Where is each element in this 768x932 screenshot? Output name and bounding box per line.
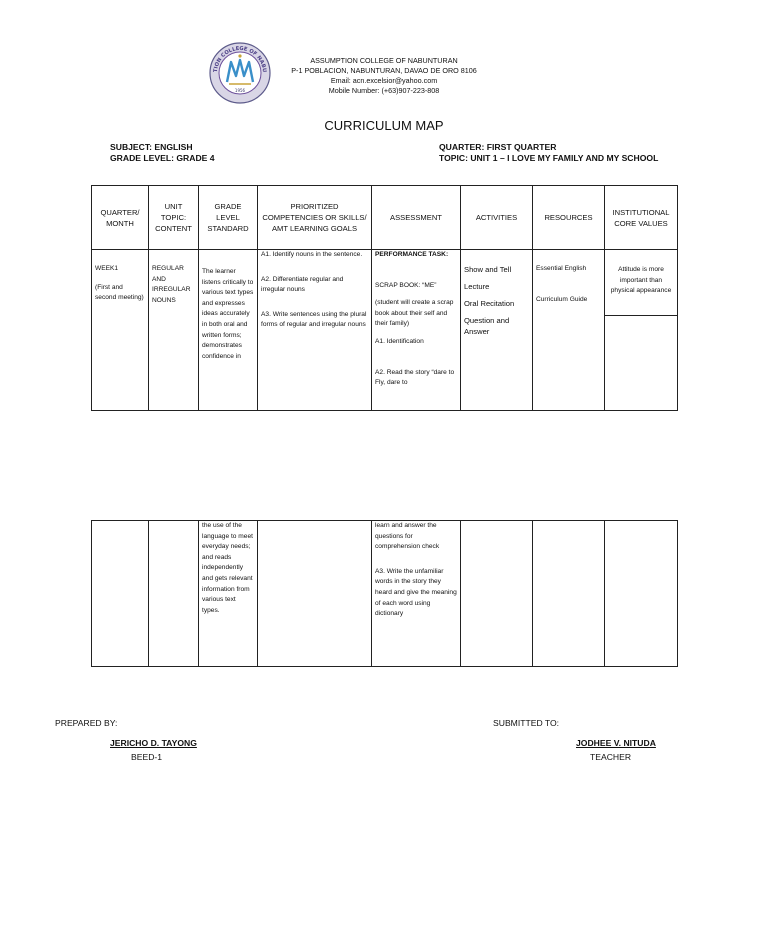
grade-level-label: GRADE LEVEL: GRADE 4 [110, 153, 215, 163]
quarter-cell [92, 250, 149, 411]
prepared-by-role: BEED-1 [131, 752, 163, 762]
assessment-cell-continued [372, 521, 461, 667]
competency-a2: A2. Differentiate regular and irregular nouns [261, 275, 344, 294]
submitted-to-name: JODHEE V. NITUDA [576, 738, 656, 748]
assessment-a3: A3. Write the unfamiliar words in the story they heard and give the meaning of each word using dictionary [375, 567, 457, 618]
col-header-quarter: QUARTER/ MONTH [92, 186, 149, 250]
standard-cell-continued: the use of the language to meet everyday needs; and reads independently and gets relevant information from various text types. [199, 521, 258, 667]
seal-year: 1956 [234, 88, 246, 93]
school-seal-logo [209, 42, 271, 104]
subject-label: SUBJECT: ENGLISH [110, 142, 193, 152]
col-header-core-values: INSTITUTIONAL CORE VALUES [605, 186, 678, 250]
competencies-cell [258, 521, 372, 667]
activity-item: Oral Recitation [464, 299, 515, 308]
school-info [280, 56, 488, 96]
curriculum-table [91, 185, 678, 411]
prepared-by-name: JERICHO D. TAYONG [110, 738, 197, 748]
activities-cell [461, 250, 533, 411]
core-values-cell [605, 250, 678, 411]
resources-cell [533, 250, 605, 411]
scrap-book-note: (student will create a scrap book about their self and their family) [375, 299, 454, 328]
activities-cell [461, 521, 533, 667]
resources-cell [533, 521, 605, 667]
subject-info [110, 142, 215, 164]
col-header-competencies: PRIORITIZED COMPETENCIES OR SKILLS/ AMT LEARNING GOALS [258, 186, 372, 250]
col-header-assessment: ASSESSMENT [372, 186, 461, 250]
assessment-cell [372, 250, 461, 411]
activity-item: Question and Answer [464, 316, 510, 336]
document-title: CURRICULUM MAP [324, 118, 444, 133]
prepared-by-label: PREPARED BY: [55, 718, 118, 728]
assessment-a2: A2. Read the story “dare to Fly, dare to [375, 368, 455, 387]
resource-item: Essential English [536, 265, 587, 272]
core-values-text: Attitude is more important than physical appearance [605, 250, 677, 316]
standard-cell: The learner listens critically to various text types and expresses ideas accurately in both oral and written forms; demonstrates confidence in [199, 250, 258, 411]
unit-topic-cell [149, 521, 199, 667]
core-values-cell [605, 521, 678, 667]
col-header-standard: GRADE LEVEL STANDARD [199, 186, 258, 250]
curriculum-table-continued [91, 520, 678, 667]
submitted-to-role: TEACHER [590, 752, 632, 762]
assessment-a1: A1. Identification [375, 337, 424, 345]
assessment-continued-text: learn and answer the questions for comprehension check [375, 522, 440, 551]
activity-item: Show and Tell [464, 265, 512, 274]
activity-item: Lecture [464, 282, 490, 291]
resource-item: Curriculum Guide [536, 295, 588, 303]
quarter-info [439, 142, 658, 164]
submitted-to-label: SUBMITTED TO: [493, 718, 560, 728]
competency-a3: A3. Write sentences using the plural forms of regular and irregular nouns [261, 310, 367, 329]
table-row [92, 521, 678, 667]
competency-a1: A1. Identify nouns in the sentence. [261, 251, 363, 258]
scrap-book-label: SCRAP BOOK: “ME” [375, 281, 437, 289]
topic-label: TOPIC: UNIT 1 – I LOVE MY FAMILY AND MY SCHOOL [439, 153, 659, 163]
performance-task-label: PERFORMANCE TASK: [375, 251, 449, 258]
school-email: Email: acn.excelsior@yahoo.com [330, 76, 438, 85]
unit-topic-cell: REGULAR AND IRREGULAR NOUNS [149, 250, 199, 411]
quarter-label: QUARTER: FIRST QUARTER [439, 142, 557, 152]
col-header-unit-topic: UNIT TOPIC: CONTENT [149, 186, 199, 250]
seal-text: TION COLLEGE OF NABU [212, 45, 268, 73]
quarter-cell [92, 521, 149, 667]
meeting-label: (First and second meeting) [95, 283, 144, 302]
school-mobile: Mobile Number: (+63)907-223-808 [328, 86, 440, 95]
week-label: WEEK1 [95, 265, 119, 272]
school-name: ASSUMPTION COLLEGE OF NABUNTURAN [310, 56, 458, 65]
school-address: P-1 POBLACION, NABUNTURAN, DAVAO DE ORO 8106 [291, 66, 477, 75]
competencies-cell [258, 250, 372, 411]
col-header-resources: RESOURCES [533, 186, 605, 250]
table-row [92, 250, 678, 411]
table-header-row [92, 186, 678, 250]
col-header-activities: ACTIVITIES [461, 186, 533, 250]
